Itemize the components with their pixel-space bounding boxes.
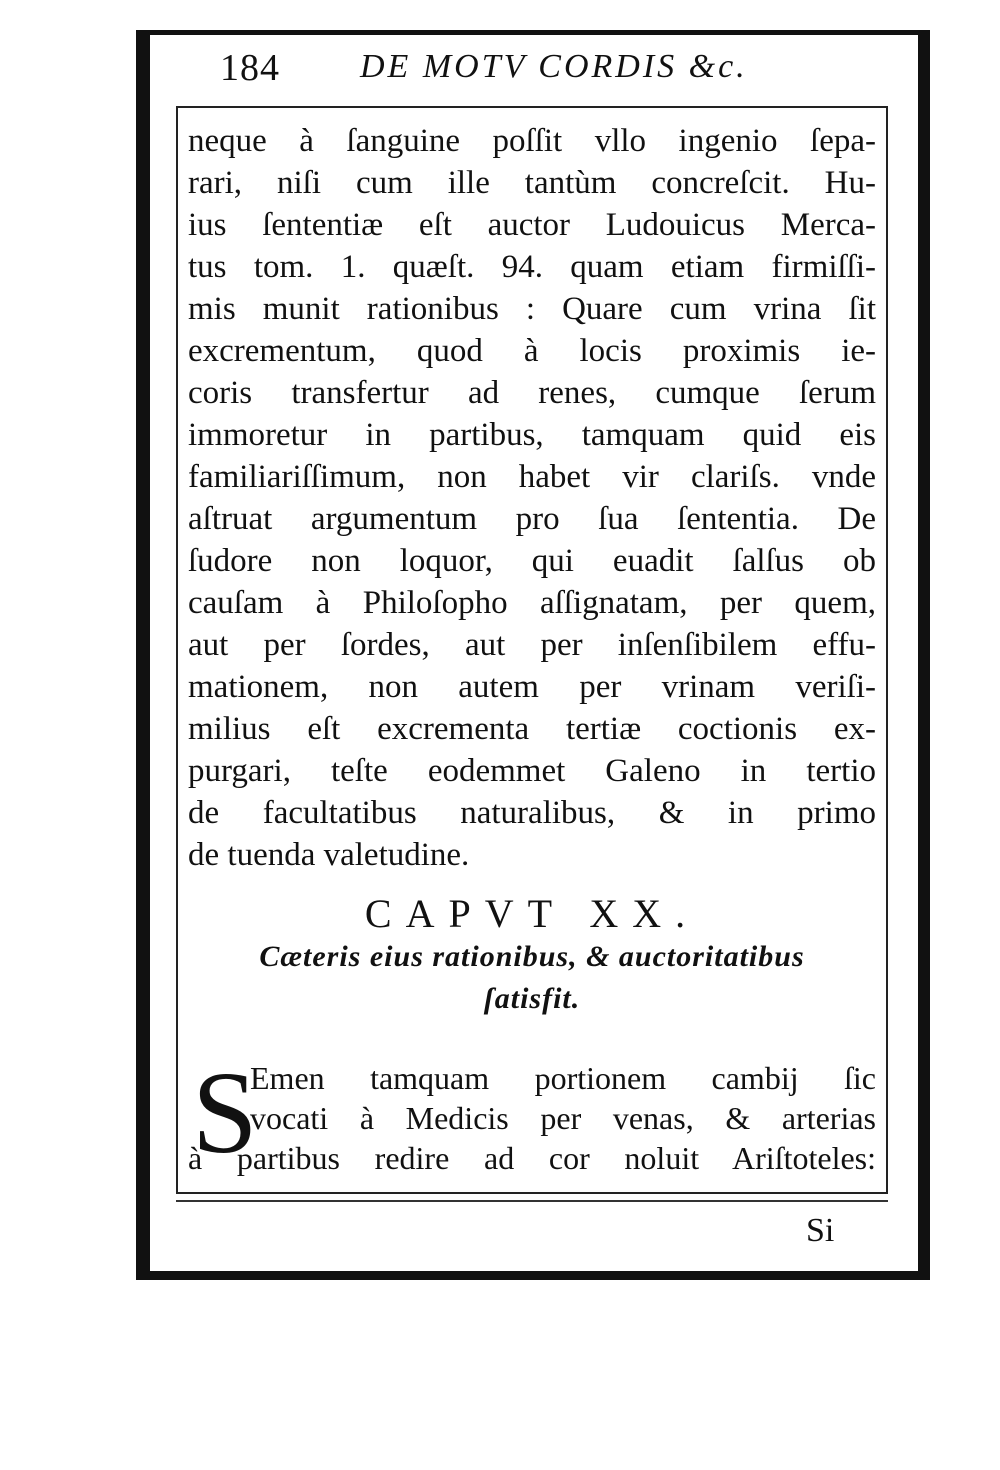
text-line: de tuenda valetudine. (188, 837, 470, 873)
text-line: aſtruat argumentum pro ſua ſententia. De (188, 501, 876, 537)
text-line: mationem, non autem per vrinam veriſi- (188, 669, 876, 705)
text-line: milius eſt excrementa tertiæ coctionis ex- (188, 711, 876, 747)
text-line: aut per ſordes, aut per inſenſibilem effu- (188, 627, 876, 663)
text-line: familiariſſimum, non habet vir clariſs. vnde (188, 459, 876, 495)
text-line: immoretur in partibus, tamquam quid eis (188, 417, 876, 453)
chapter-title: CAPVT XX. (364, 891, 700, 936)
running-head (220, 40, 820, 100)
text-line: vocati à Medicis per venas, & arterias (250, 1100, 876, 1136)
text-line: neque à ſanguine poſſit vllo ingenio ſepa- (188, 123, 876, 159)
page-number: 184 (220, 47, 280, 89)
text-line: ſudore non loquor, qui euadit ſalſus ob (188, 543, 876, 579)
opening-text (188, 1138, 876, 1178)
text-line: mis munit rationibus : Quare cum vrina ſit (188, 291, 876, 327)
text-line: purgari, teſte eodemmet Galeno in tertio (188, 753, 876, 789)
text-line: ius ſententiæ eſt auctor Ludouicus Merca- (188, 207, 876, 243)
opening-text (250, 1058, 876, 1138)
text-line: à partibus redire ad cor noluit Ariſtoteles: (188, 1140, 876, 1176)
drop-cap: S (192, 1047, 258, 1178)
text-line: coris transfertur ad renes, cumque ſerum (188, 375, 876, 411)
text-line: excrementum, quod à locis proximis ie- (188, 333, 876, 369)
body-text (188, 120, 876, 876)
text-line: rari, niſi cum ille tantùm concreſcit. Hu- (188, 165, 876, 201)
text-line: cauſam à Philoſopho aſſignatam, per quem, (188, 585, 876, 621)
text-line: de facultatibus naturalibus, & in primo (188, 795, 876, 831)
chapter-subtitle: ſatisfit. (483, 982, 581, 1015)
chapter-subtitle: Cæteris eius rationibus, & auctoritatibus (259, 940, 805, 973)
running-title: DE MOTV CORDIS &c. (360, 48, 748, 85)
text-line: Emen tamquam portionem cambij ſic (250, 1060, 876, 1096)
bottom-rule (176, 1200, 888, 1202)
text-line: tus tom. 1. quæſt. 94. quam etiam firmiſſi- (188, 249, 876, 285)
catchword: Si (806, 1212, 835, 1249)
